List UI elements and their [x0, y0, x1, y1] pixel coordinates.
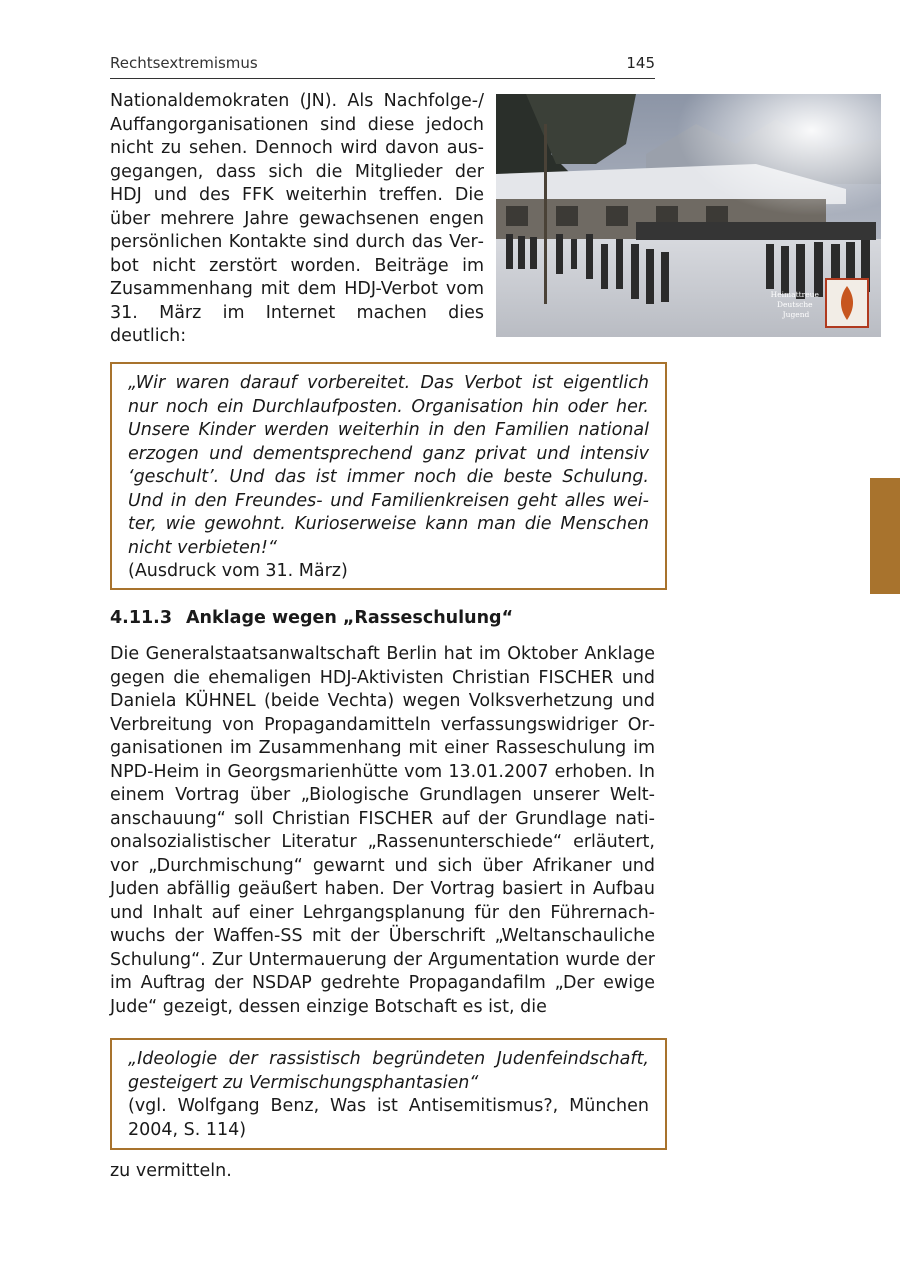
page-number: 145 — [626, 54, 655, 72]
quote-2-source: (vgl. Wolfgang Benz, Was ist Antisemitismus?, München 2004, S. 114) — [128, 1096, 649, 1140]
quote-box-1 — [110, 362, 667, 590]
quote-box-2 — [110, 1038, 667, 1150]
photo-scene — [496, 94, 881, 337]
quote-1-text: „Wir waren darauf vorbereitet. Das Verbot ist eigentlich nur noch ein Durchlaufposten. Organisation hin oder her. Unsere Kinder werden weiterhin in den Familien national erzogen und dementsprechend ganz privat und intensiv ‘geschult’. Und das ist immer noch die beste Schulung. Und in den Freundes- und Familienkreisen geht alles weiter, wie gewohnt. Kurioserweise kann man die Menschen nicht verbieten!“ — [128, 373, 649, 558]
running-title: Rechtsextremismus — [110, 54, 258, 72]
hdj-photo — [496, 94, 881, 337]
page-header — [110, 52, 655, 79]
body-paragraph: Die Generalstaatsanwaltschaft Berlin hat im Oktober Anklage gegen die ehemaligen HDJ-Aktivisten Christian FISCHER und Daniela KÜHNEL (beide Vechta) wegen Volksverhetzung und Verbreitung von Propagandamitteln verfassungswidriger Organisationen im Zusammenhang mit einer Rasseschulung im NPD-Heim in Georgsmarienhütte vom 13.01.2007 erhoben. In einem Vortrag über „Biologische Grundlagen unserer Weltanschauung“ soll Christian FISCHER auf der Grundlage nationalsozialistischer Literatur „Rassenunterschiede“ erläutert, vor „Durchmischung“ gewarnt und sich über Afrikaner und Juden abfällig geäußert haben. Der Vortrag basiert in Aufbau und Inhalt auf einer Lehrgangsplanung für den Führernachwuchs der Waffen-SS mit der Überschrift „Weltanschauliche Schulung“. Zur Untermauerung der Argumentation wurde der im Auftrag der NSDAP gedrehte Propagandafilm „Der ewige Jude“ gezeigt, dessen einzige Botschaft es ist, die — [110, 644, 655, 1017]
chapter-tab-marker — [870, 478, 900, 594]
closing-text: zu vermitteln. — [110, 1161, 232, 1181]
intro-paragraph: Nationaldemokraten (JN). Als Nachfolge-/ Auffangorganisationen sind diese jedoch nicht zu sehen. Dennoch wird davon ausgegangen, dass sich die Mitglieder der HDJ und des FFK weiterhin treffen. Die über mehrere Jahre gewachsenen engen persönlichen Kontakte sind durch das Verbot nicht zerstört worden. Beiträge im Zusammenhang mit dem HDJ-Verbot vom 31. März im Internet machen dies deutlich: — [110, 91, 484, 346]
section-number: 4.11.3 — [110, 608, 173, 628]
section-heading — [110, 608, 513, 628]
quote-2-text: „Ideologie der rassistisch begründeten Judenfeindschaft, gesteigert zu Vermischungsphantasien“ — [128, 1049, 649, 1093]
section-title: Anklage wegen „Rasseschulung“ — [186, 608, 514, 628]
photo-watermark: Heimattreue Deutsche Jugend — [770, 290, 819, 319]
quote-1-source: (Ausdruck vom 31. März) — [128, 561, 348, 581]
